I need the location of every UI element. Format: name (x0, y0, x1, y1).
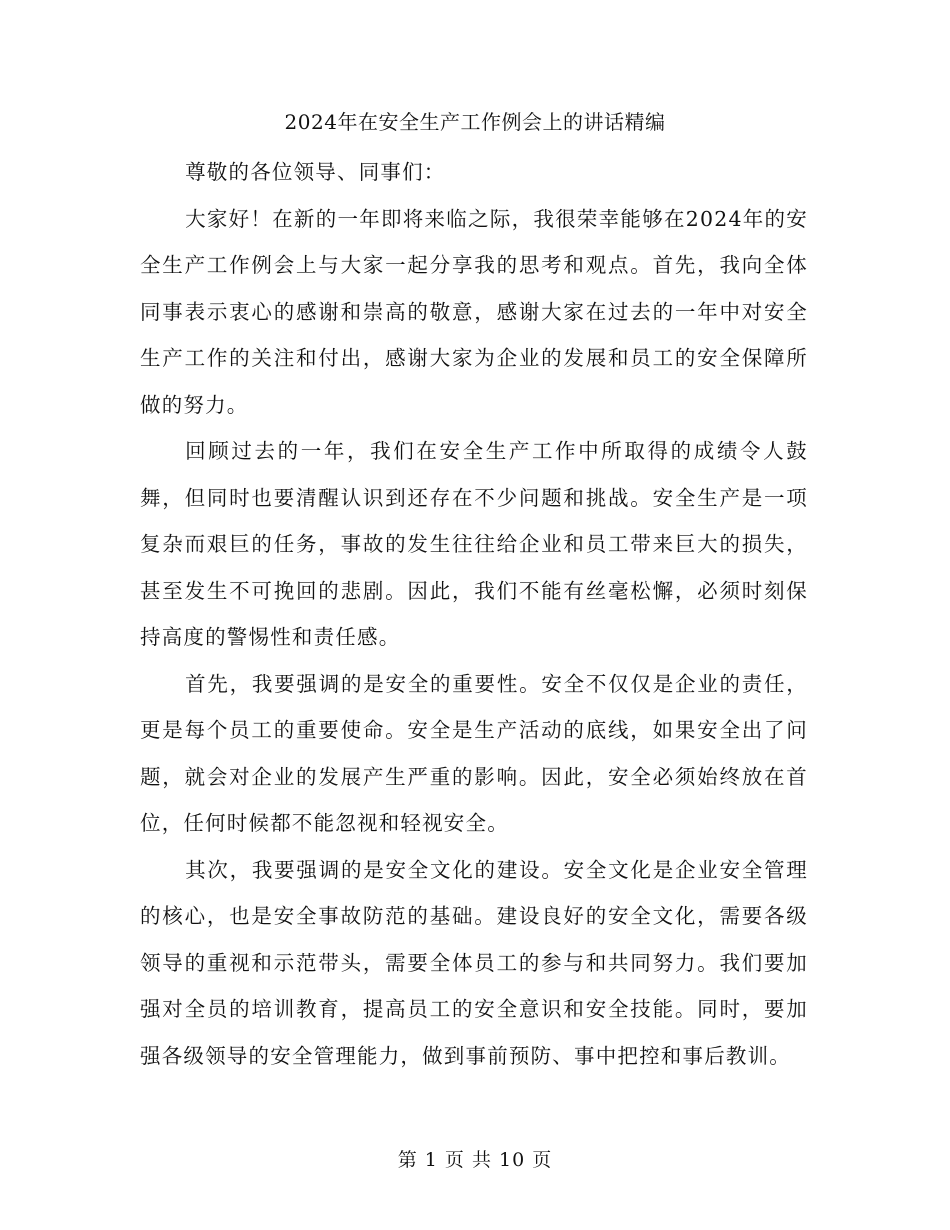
page-number-footer: 第 1 页 共 10 页 (397, 1149, 553, 1171)
paragraph: 回顾过去的一年，我们在安全生产工作中所取得的成绩令人鼓舞，但同时也要清醒认识到还存在不少问题和挑战。安全生产是一项复杂而艰巨的任务，事故的发生往往给企业和员工带来巨大的损失，甚至发生不可挽回的悲剧。因此，我们不能有丝毫松懈，必须时刻保持高度的警惕性和责任感。 (140, 439, 808, 649)
paragraph: 首先，我要强调的是安全的重要性。安全不仅仅是企业的责任，更是每个员工的重要使命。安全是生产活动的底线，如果安全出了问题，就会对企业的发展产生严重的影响。因此，安全必须始终放在首位，任何时候都不能忽视和轻视安全。 (140, 671, 808, 835)
document-body (140, 149, 808, 1079)
salutation: 尊敬的各位领导、同事们： (185, 160, 446, 184)
paragraph: 大家好！在新的一年即将来临之际，我很荣幸能够在2024年的安全生产工作例会上与大家一起分享我的思考和观点。首先，我向全体同事表示衷心的感谢和崇高的敬意，感谢大家在过去的一年中对安全生产工作的关注和付出，感谢大家为企业的发展和员工的安全保障所做的努力。 (140, 206, 808, 417)
paragraph: 其次，我要强调的是安全文化的建设。安全文化是企业安全管理的核心，也是安全事故防范的基础。建设良好的安全文化，需要各级领导的重视和示范带头，需要全体员工的参与和共同努力。我们要加强对全员的培训教育，提高员工的安全意识和安全技能。同时，要加强各级领导的安全管理能力，做到事前预防、事中把控和事后教训。 (140, 857, 808, 1068)
document-title: 2024年在安全生产工作例会上的讲话精编 (284, 110, 666, 134)
